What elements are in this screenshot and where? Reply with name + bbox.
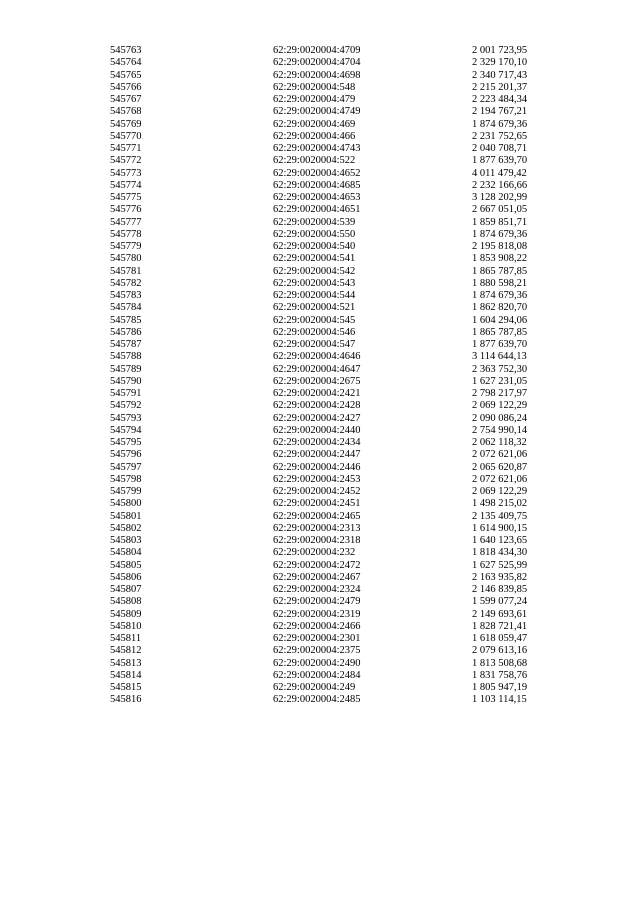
cadastral-number: 62:29:0020004:249 — [273, 682, 356, 693]
row-number: 545811 — [110, 633, 142, 644]
table-row — [0, 302, 640, 314]
cadastral-number: 62:29:0020004:4651 — [273, 204, 361, 216]
cadastral-number: 62:29:0020004:2465 — [273, 510, 361, 522]
cadastral-value: 1 877 639,70 — [472, 155, 528, 167]
cadastral-value: 1 865 787,85 — [472, 265, 528, 277]
cadastral-number: 62:29:0020004:4698 — [273, 69, 361, 81]
cadastral-value: 1 865 787,85 — [472, 326, 528, 338]
table-row — [0, 547, 640, 559]
cadastral-number: 62:29:0020004:2467 — [273, 571, 361, 583]
cadastral-value: 2 231 752,65 — [472, 130, 528, 142]
cadastral-number: 62:29:0020004:4685 — [273, 179, 361, 191]
table-row — [0, 327, 640, 339]
row-number: 545766 — [110, 81, 142, 93]
cadastral-value: 2 194 767,21 — [472, 106, 528, 118]
table-row — [0, 278, 640, 290]
cadastral-number: 62:29:0020004:466 — [273, 130, 356, 142]
table-row — [0, 449, 640, 461]
row-number: 545803 — [110, 535, 142, 546]
cadastral-number: 62:29:0020004:4749 — [273, 106, 361, 118]
table-row — [0, 266, 640, 278]
table-row — [0, 486, 640, 498]
cadastral-value: 1 859 851,71 — [472, 216, 528, 228]
cadastral-number: 62:29:0020004:2484 — [273, 669, 361, 681]
row-number: 545776 — [110, 204, 142, 216]
cadastral-number: 62:29:0020004:4647 — [273, 363, 361, 375]
cadastral-number: 62:29:0020004:546 — [273, 326, 356, 338]
cadastral-value: 1 880 598,21 — [472, 277, 528, 289]
table-row — [0, 253, 640, 265]
table-row — [0, 670, 640, 682]
cadastral-number: 62:29:0020004:2427 — [273, 412, 361, 424]
row-number: 545807 — [110, 584, 142, 595]
cadastral-number: 62:29:0020004:2490 — [273, 657, 361, 669]
table-row — [0, 94, 640, 106]
table-row — [0, 351, 640, 363]
cadastral-value: 1 818 434,30 — [472, 547, 528, 559]
cadastral-value: 3 128 202,99 — [472, 192, 528, 203]
cadastral-number: 62:29:0020004:2421 — [273, 388, 361, 399]
cadastral-value: 2 223 484,34 — [472, 94, 528, 105]
row-number: 545769 — [110, 118, 142, 130]
table-row — [0, 511, 640, 523]
row-number: 545774 — [110, 179, 142, 191]
row-number: 545768 — [110, 106, 142, 118]
cadastral-number: 62:29:0020004:2675 — [273, 375, 361, 387]
cadastral-value: 2 146 839,85 — [472, 584, 528, 595]
table-row — [0, 535, 640, 547]
table-row — [0, 204, 640, 216]
cadastral-number: 62:29:0020004:4709 — [273, 45, 361, 56]
cadastral-number: 62:29:0020004:2313 — [273, 522, 361, 534]
row-number: 545785 — [110, 314, 142, 326]
row-number: 545764 — [110, 57, 142, 69]
cadastral-number: 62:29:0020004:2452 — [273, 486, 361, 497]
row-number: 545795 — [110, 437, 142, 448]
table-row — [0, 106, 640, 118]
table-row — [0, 523, 640, 535]
row-number: 545806 — [110, 571, 142, 583]
cadastral-value: 2 072 621,06 — [472, 449, 528, 461]
cadastral-number: 62:29:0020004:544 — [273, 290, 356, 301]
cadastral-value: 1 874 679,36 — [472, 228, 528, 240]
row-number: 545793 — [110, 412, 142, 424]
cadastral-number: 62:29:0020004:2324 — [273, 584, 361, 595]
row-number: 545784 — [110, 302, 142, 314]
row-number: 545802 — [110, 522, 142, 534]
cadastral-number: 62:29:0020004:521 — [273, 302, 356, 314]
cadastral-number: 62:29:0020004:2451 — [273, 498, 361, 510]
cadastral-value: 2 090 086,24 — [472, 412, 528, 424]
cadastral-value: 3 114 644,13 — [472, 351, 527, 363]
cadastral-number: 62:29:0020004:2301 — [273, 633, 361, 644]
row-number: 545810 — [110, 620, 142, 632]
table-row — [0, 180, 640, 192]
row-number: 545778 — [110, 228, 142, 240]
cadastral-value: 2 195 818,08 — [472, 241, 528, 252]
table-row — [0, 229, 640, 241]
row-number: 545775 — [110, 192, 142, 203]
table-row — [0, 474, 640, 486]
cadastral-number: 62:29:0020004:2453 — [273, 473, 361, 485]
cadastral-value: 2 232 166,66 — [472, 179, 528, 191]
table-row — [0, 596, 640, 608]
row-number: 545788 — [110, 351, 142, 363]
cadastral-value: 2 798 217,97 — [472, 388, 528, 399]
table-row — [0, 364, 640, 376]
cadastral-number: 62:29:0020004:540 — [273, 241, 356, 252]
row-number: 545792 — [110, 400, 142, 412]
cadastral-number: 62:29:0020004:522 — [273, 155, 356, 167]
row-number: 545783 — [110, 290, 142, 301]
table-row — [0, 70, 640, 82]
row-number: 545782 — [110, 277, 142, 289]
table-row — [0, 339, 640, 351]
cadastral-value: 1 604 294,06 — [472, 314, 528, 326]
cadastral-number: 62:29:0020004:2428 — [273, 400, 361, 412]
table-row — [0, 462, 640, 474]
row-number: 545789 — [110, 363, 142, 375]
cadastral-value: 4 011 479,42 — [472, 167, 527, 179]
row-number: 545770 — [110, 130, 142, 142]
table-row — [0, 694, 640, 706]
row-number: 545804 — [110, 547, 142, 559]
table-row — [0, 388, 640, 400]
cadastral-value: 2 001 723,95 — [472, 45, 528, 56]
cadastral-value: 2 065 620,87 — [472, 461, 528, 473]
cadastral-value: 2 163 935,82 — [472, 571, 528, 583]
table-row — [0, 119, 640, 131]
table-row — [0, 290, 640, 302]
row-number: 545771 — [110, 143, 142, 154]
cadastral-value: 2 754 990,14 — [472, 424, 528, 436]
cadastral-value: 1 627 525,99 — [472, 559, 528, 571]
cadastral-number: 62:29:0020004:4743 — [273, 143, 361, 154]
cadastral-value: 2 135 409,75 — [472, 510, 528, 522]
table-row — [0, 584, 640, 596]
cadastral-value: 2 329 170,10 — [472, 57, 528, 69]
row-number: 545799 — [110, 486, 142, 497]
cadastral-value: 2 069 122,29 — [472, 400, 528, 412]
cadastral-number: 62:29:0020004:541 — [273, 253, 356, 265]
cadastral-number: 62:29:0020004:2434 — [273, 437, 361, 448]
cadastral-value: 1 874 679,36 — [472, 290, 528, 301]
row-number: 545777 — [110, 216, 142, 228]
row-number: 545808 — [110, 596, 142, 608]
row-number: 545772 — [110, 155, 142, 167]
table-row — [0, 82, 640, 94]
cadastral-value: 1 498 215,02 — [472, 498, 528, 510]
row-number: 545779 — [110, 241, 142, 252]
table-row — [0, 572, 640, 584]
cadastral-value: 1 103 114,15 — [472, 694, 527, 706]
cadastral-value: 2 062 118,32 — [472, 437, 527, 448]
table-row — [0, 376, 640, 388]
table-row — [0, 143, 640, 155]
cadastral-value: 1 614 900,15 — [472, 522, 528, 534]
row-number: 545816 — [110, 694, 142, 706]
table-row — [0, 413, 640, 425]
row-number: 545781 — [110, 265, 142, 277]
cadastral-number: 62:29:0020004:2485 — [273, 694, 361, 706]
cadastral-number: 62:29:0020004:547 — [273, 339, 356, 350]
cadastral-value: 1 831 758,76 — [472, 669, 528, 681]
table-row — [0, 168, 640, 180]
row-number: 545815 — [110, 682, 142, 693]
table-row — [0, 658, 640, 670]
table-row — [0, 155, 640, 167]
cadastral-number: 62:29:0020004:4646 — [273, 351, 361, 363]
cadastral-number: 62:29:0020004:2446 — [273, 461, 361, 473]
table-row — [0, 560, 640, 572]
cadastral-value: 1 627 231,05 — [472, 375, 528, 387]
cadastral-value: 1 805 947,19 — [472, 682, 528, 693]
table-row — [0, 682, 640, 694]
row-number: 545805 — [110, 559, 142, 571]
cadastral-value: 1 877 639,70 — [472, 339, 528, 350]
table-row — [0, 645, 640, 657]
table-row — [0, 609, 640, 621]
row-number: 545809 — [110, 608, 142, 620]
row-number: 545796 — [110, 449, 142, 461]
row-number: 545786 — [110, 326, 142, 338]
table-row — [0, 633, 640, 645]
cadastral-number: 62:29:0020004:2447 — [273, 449, 361, 461]
cadastral-number: 62:29:0020004:469 — [273, 118, 356, 130]
cadastral-number: 62:29:0020004:542 — [273, 265, 356, 277]
row-number: 545780 — [110, 253, 142, 265]
row-number: 545801 — [110, 510, 142, 522]
row-number: 545763 — [110, 45, 142, 56]
row-number: 545797 — [110, 461, 142, 473]
cadastral-value: 1 618 059,47 — [472, 633, 528, 644]
table-row — [0, 437, 640, 449]
row-number: 545794 — [110, 424, 142, 436]
cadastral-value: 2 072 621,06 — [472, 473, 528, 485]
table-row — [0, 425, 640, 437]
table-row — [0, 400, 640, 412]
cadastral-value: 2 363 752,30 — [472, 363, 528, 375]
row-number: 545812 — [110, 645, 142, 657]
row-number: 545787 — [110, 339, 142, 350]
cadastral-value: 2 079 613,16 — [472, 645, 528, 657]
cadastral-value: 2 040 708,71 — [472, 143, 528, 154]
cadastral-value: 1 813 508,68 — [472, 657, 528, 669]
cadastral-value: 1 599 077,24 — [472, 596, 528, 608]
cadastral-number: 62:29:0020004:550 — [273, 228, 356, 240]
row-number: 545791 — [110, 388, 142, 399]
row-number: 545814 — [110, 669, 142, 681]
row-number: 545798 — [110, 473, 142, 485]
row-number: 545767 — [110, 94, 142, 105]
table-row — [0, 621, 640, 633]
cadastral-value: 2 340 717,43 — [472, 69, 528, 81]
cadastral-value: 2 149 693,61 — [472, 608, 528, 620]
cadastral-value: 1 874 679,36 — [472, 118, 528, 130]
cadastral-value: 1 853 908,22 — [472, 253, 528, 265]
table-row — [0, 217, 640, 229]
cadastral-number: 62:29:0020004:479 — [273, 94, 356, 105]
cadastral-number: 62:29:0020004:2440 — [273, 424, 361, 436]
cadastral-number: 62:29:0020004:232 — [273, 547, 356, 559]
cadastral-number: 62:29:0020004:545 — [273, 314, 356, 326]
cadastral-number: 62:29:0020004:4653 — [273, 192, 361, 203]
row-number: 545790 — [110, 375, 142, 387]
table-row — [0, 131, 640, 143]
cadastral-number: 62:29:0020004:4652 — [273, 167, 361, 179]
table-row — [0, 192, 640, 204]
cadastral-number: 62:29:0020004:2479 — [273, 596, 361, 608]
cadastral-number: 62:29:0020004:543 — [273, 277, 356, 289]
cadastral-value: 2 667 051,05 — [472, 204, 528, 216]
table-row — [0, 45, 640, 57]
row-number: 545800 — [110, 498, 142, 510]
cadastral-value: 1 640 123,65 — [472, 535, 528, 546]
cadastral-number: 62:29:0020004:4704 — [273, 57, 361, 69]
row-number: 545773 — [110, 167, 142, 179]
cadastral-value-table — [0, 45, 640, 707]
row-number: 545813 — [110, 657, 142, 669]
cadastral-number: 62:29:0020004:2466 — [273, 620, 361, 632]
cadastral-value: 2 215 201,37 — [472, 81, 528, 93]
cadastral-number: 62:29:0020004:2472 — [273, 559, 361, 571]
table-row — [0, 241, 640, 253]
cadastral-number: 62:29:0020004:539 — [273, 216, 356, 228]
table-row — [0, 498, 640, 510]
cadastral-value: 1 828 721,41 — [472, 620, 528, 632]
cadastral-number: 62:29:0020004:2375 — [273, 645, 361, 657]
row-number: 545765 — [110, 69, 142, 81]
table-row — [0, 315, 640, 327]
cadastral-value: 2 069 122,29 — [472, 486, 528, 497]
cadastral-number: 62:29:0020004:2319 — [273, 608, 361, 620]
cadastral-number: 62:29:0020004:2318 — [273, 535, 361, 546]
table-row — [0, 57, 640, 69]
cadastral-number: 62:29:0020004:548 — [273, 81, 356, 93]
cadastral-value: 1 862 820,70 — [472, 302, 528, 314]
